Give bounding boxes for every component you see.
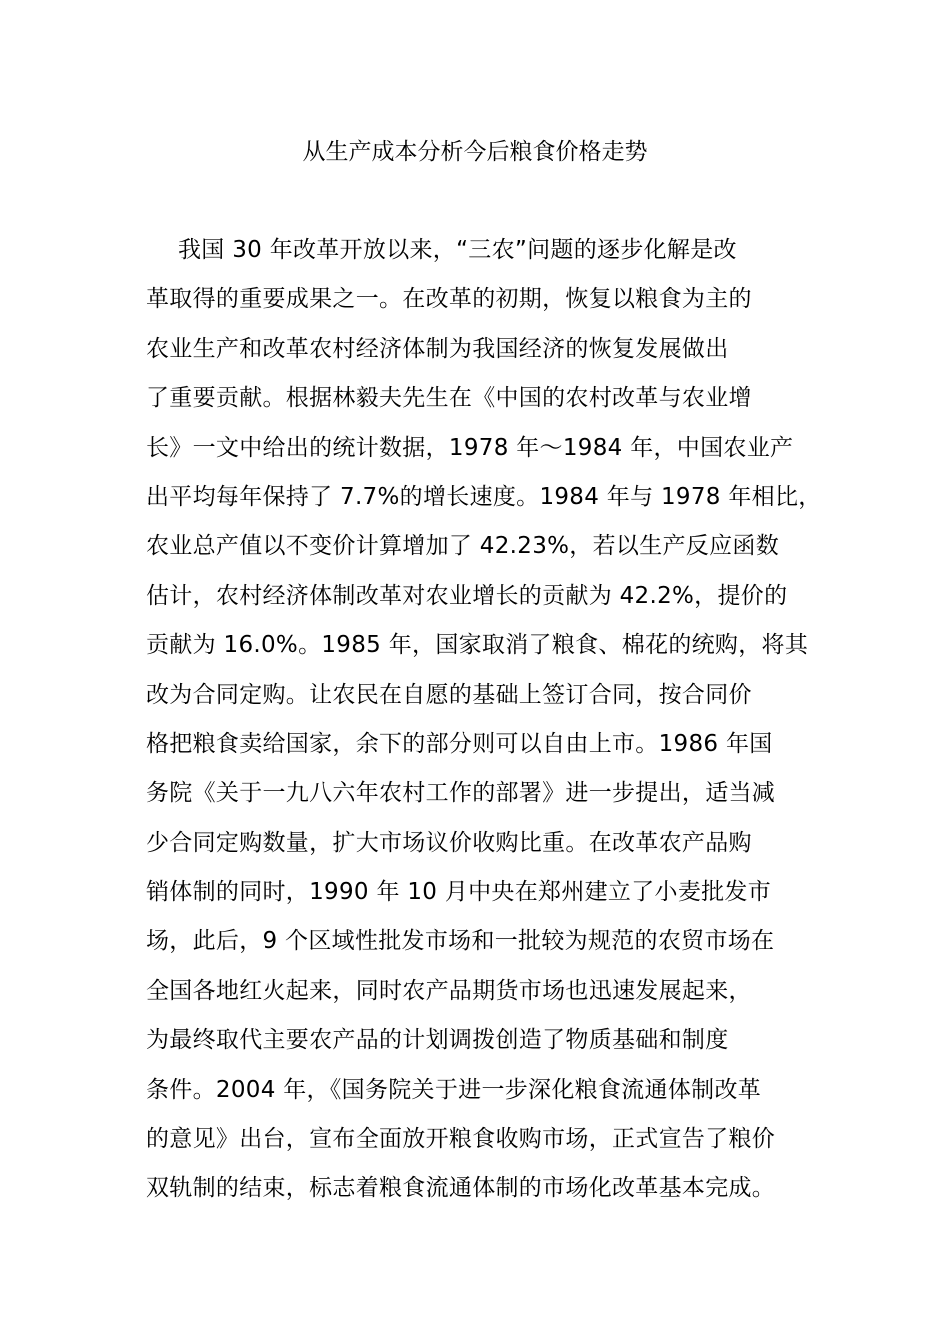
text-line: 农业总产值以不变价计算增加了 42.23%，若以生产反应函数: [146, 533, 780, 560]
text-line: 的意见》出台，宣布全面放开粮食收购市场，正式宣告了粮价: [146, 1126, 776, 1153]
text-line: 我国 30 年改革开放以来，“三农”问题的逐步化解是改: [178, 237, 737, 263]
text-line: 革取得的重要成果之一。在改革的初期，恢复以粮食为主的: [146, 286, 752, 313]
text-line: 务院《关于一九八六年农村工作的部署》进一步提出，适当减: [146, 780, 776, 807]
text-line: 出平均每年保持了 7.7%的增长速度。1984 年与 1978 年相比，: [146, 483, 822, 510]
text-line: 了重要贡献。根据林毅夫先生在《中国的农村改革与农业增: [146, 385, 752, 412]
text-line: 全国各地红火起来，同时农产品期货市场也迅速发展起来，: [146, 977, 752, 1004]
body-paragraph: [146, 230, 836, 1218]
text-line: 少合同定购数量，扩大市场议价收购比重。在改革农产品购: [146, 829, 752, 856]
text-line: 长》一文中给出的统计数据，1978 年～1984 年，中国农业产: [146, 434, 794, 461]
text-line: 估计，农村经济体制改革对农业增长的贡献为 42.2%，提价的: [146, 582, 788, 609]
text-line: 改为合同定购。让农民在自愿的基础上签订合同，按合同价: [146, 681, 752, 708]
text-line: 双轨制的结束，标志着粮食流通体制的市场化改革基本完成。: [146, 1175, 776, 1202]
text-line: 为最终取代主要农产品的计划调拨创造了物质基础和制度: [146, 1027, 729, 1054]
text-line: 场，此后，9 个区域性批发市场和一批较为规范的农贸市场在: [146, 928, 775, 955]
text-line: 格把粮食卖给国家，余下的部分则可以自由上市。1986 年国: [146, 730, 773, 757]
document-title: 从生产成本分析今后粮食价格走势: [302, 139, 648, 165]
text-line: 销体制的同时，1990 年 10 月中央在郑州建立了小麦批发市: [146, 879, 772, 906]
text-line: 贡献为 16.0%。1985 年，国家取消了粮食、棉花的统购，将其: [146, 632, 809, 659]
text-line: 农业生产和改革农村经济体制为我国经济的恢复发展做出: [146, 335, 729, 362]
text-line: 条件。2004 年，《国务院关于进一步深化粮食流通体制改革: [146, 1076, 762, 1103]
